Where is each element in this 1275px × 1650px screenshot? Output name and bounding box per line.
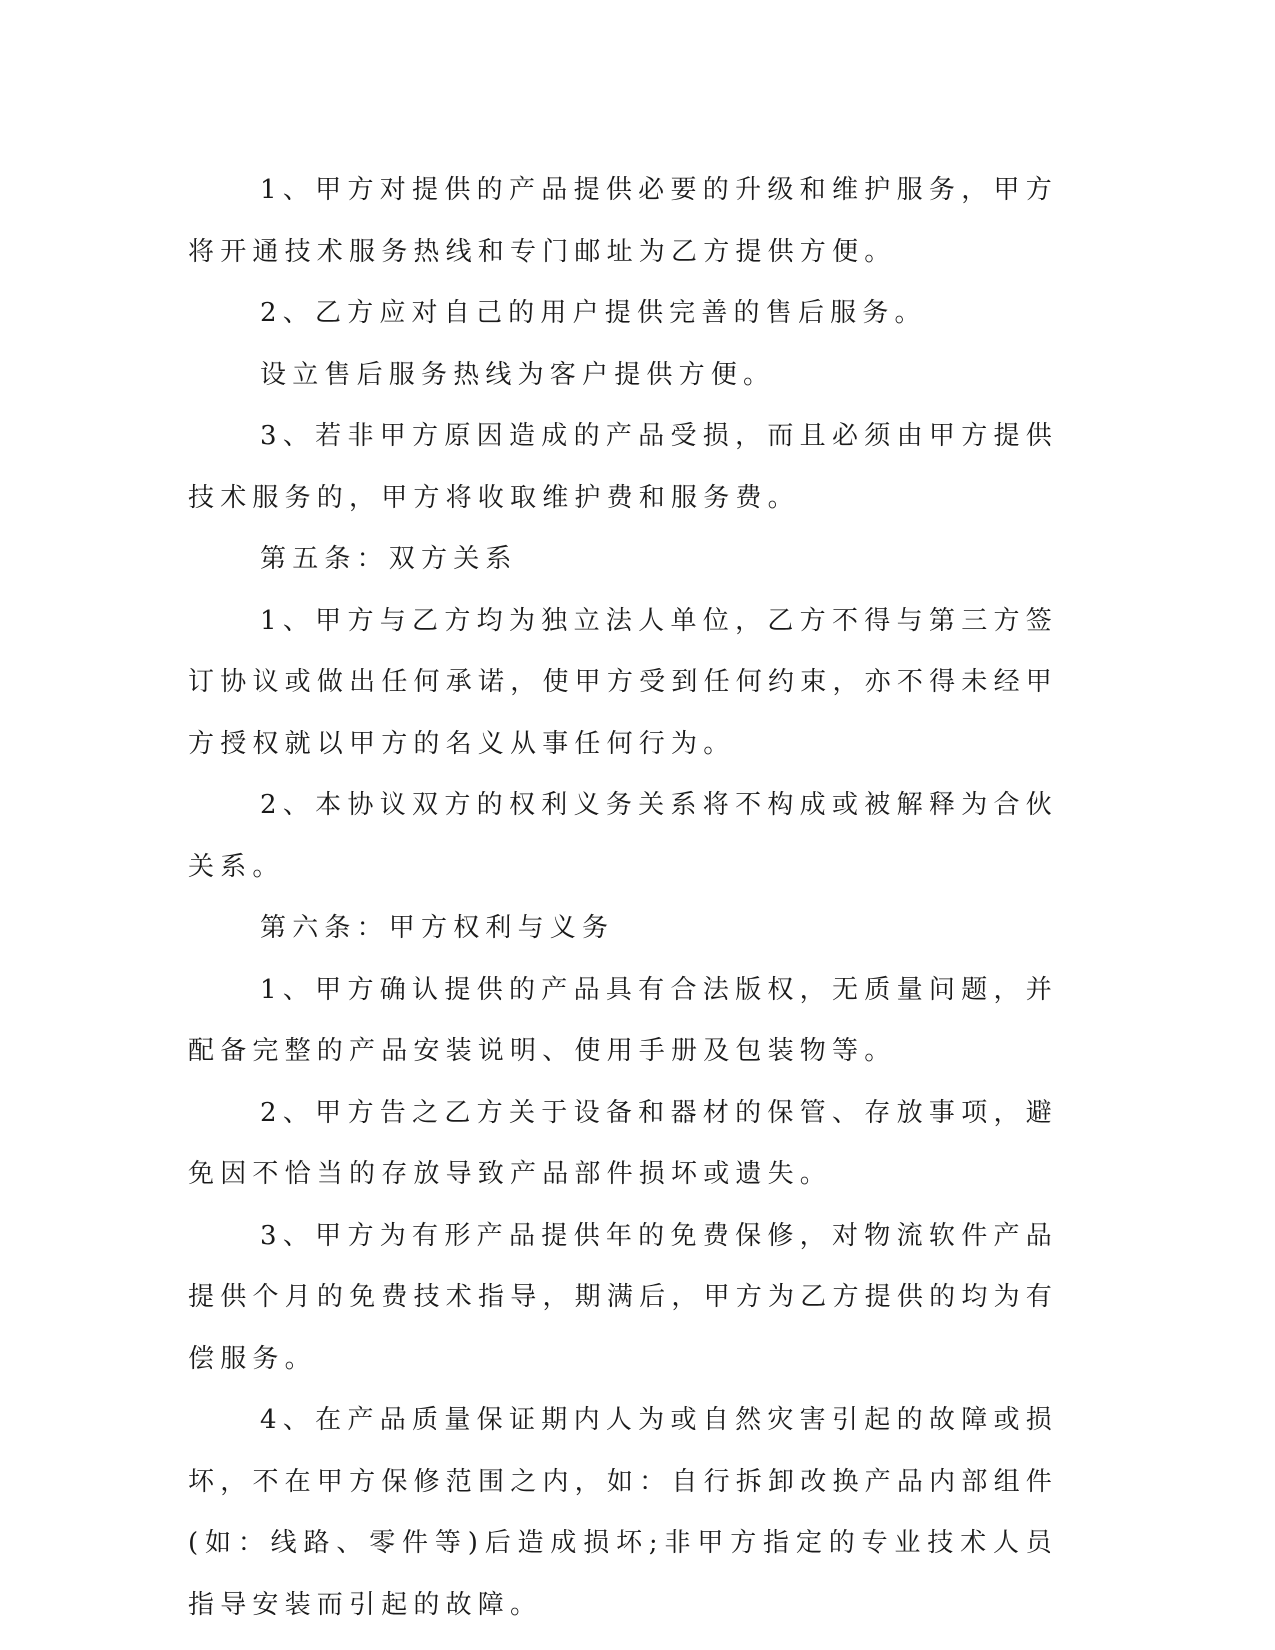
paragraph-clause-2-after-sales: 2、乙方应对自己的用户提供完善的售后服务。 [260,298,927,328]
paragraph-article-6-item-2: 2、甲方告之乙方关于设备和器材的保管、存放事项，避免因不恰当的存放导致产品部件损坏或遗失。 [188,1097,1058,1189]
paragraph-article-5-item-2: 2、本协议双方的权利义务关系将不构成或被解释为合伙关系。 [188,790,1058,882]
paragraph-article-6-item-4: 4、在产品质量保证期内人为或自然灾害引起的故障或损坏，不在甲方保修范围之内，如：自行拆卸改换产品内部组件(如：线路、零件等)后造成损坏;非甲方指定的专业技术人员指导安装而引起的故障。 [188,1405,1058,1620]
paragraph-clause-3-damage-fees: 3、若非甲方原因造成的产品受损，而且必须由甲方提供技术服务的，甲方将收取维护费和服务费。 [188,421,1058,513]
section-heading-article-6: 第六条：甲方权利与义务 [260,913,615,943]
paragraph-clause-1-upgrade-maintenance: 1、甲方对提供的产品提供必要的升级和维护服务，甲方将开通技术服务热线和专门邮址为乙方提供方便。 [188,175,1058,267]
paragraph-article-6-item-1: 1、甲方确认提供的产品具有合法版权，无质量问题，并配备完整的产品安装说明、使用手册及包装物等。 [188,974,1058,1066]
document-body [188,160,1058,1636]
paragraph-service-hotline: 设立售后服务热线为客户提供方便。 [260,359,776,390]
paragraph-article-5-item-1: 1、甲方与乙方均为独立法人单位，乙方不得与第三方签订协议或做出任何承诺，使甲方受到任何约束，亦不得未经甲方授权就以甲方的名义从事任何行为。 [188,605,1058,759]
section-heading-article-5: 第五条：双方关系 [260,544,518,574]
paragraph-article-6-item-3: 3、甲方为有形产品提供年的免费保修，对物流软件产品提供个月的免费技术指导，期满后，甲方为乙方提供的均为有偿服务。 [188,1220,1058,1374]
